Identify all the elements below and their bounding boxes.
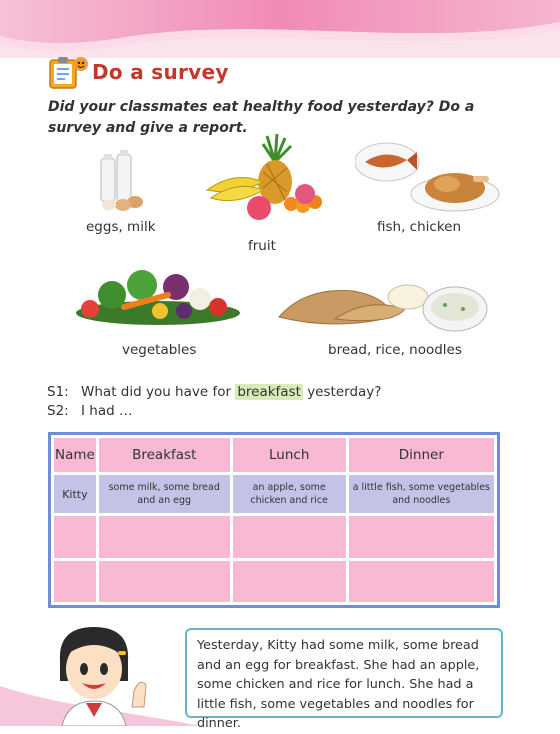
- speaker-s1: S1:: [47, 384, 69, 400]
- header-lunch: Lunch: [233, 438, 346, 472]
- bread-rice-noodles-image: [275, 277, 490, 335]
- report-text: Yesterday, Kitty had some milk, some bread and an egg for breakfast. She had an apple, some chicken and rice for lunch. She had a little fish, some vegetables and noodles for dinner.: [197, 638, 480, 731]
- cell-lunch: an apple, some chicken and rice: [233, 475, 346, 513]
- blank-cell[interactable]: [349, 516, 494, 558]
- survey-table: [48, 432, 500, 608]
- caption-vegetables: vegetables: [122, 342, 197, 358]
- cell-name: Kitty: [54, 475, 96, 513]
- caption-eggs-milk: eggs, milk: [86, 219, 156, 235]
- girl-illustration: [48, 621, 158, 726]
- caption-fruit: fruit: [248, 238, 276, 254]
- blank-cell[interactable]: [233, 561, 346, 603]
- fish-chicken-image: [355, 140, 500, 214]
- blank-cell[interactable]: [54, 516, 96, 558]
- header-dinner: Dinner: [349, 438, 494, 472]
- header-breakfast: Breakfast: [99, 438, 230, 472]
- caption-bread-rice-noodles: bread, rice, noodles: [328, 342, 462, 358]
- header-name: Name: [54, 438, 96, 472]
- survey-clipboard-icon: [48, 52, 90, 92]
- top-banner: [0, 0, 560, 58]
- s1-text-after: yesterday?: [302, 384, 382, 400]
- speaker-s2: S2:: [47, 403, 69, 419]
- instruction-text: Did your classmates eat healthy food yesterday? Do a survey and give a report.: [48, 99, 475, 136]
- table-row-blank: [54, 561, 494, 603]
- blank-cell[interactable]: [99, 516, 230, 558]
- dialogue-line-s1: [47, 384, 381, 400]
- section-heading: [48, 52, 229, 92]
- dialogue-line-s2: [47, 403, 132, 419]
- eggs-milk-image: [95, 150, 151, 212]
- s1-text-before: What did you have for: [81, 384, 236, 400]
- report-bubble: [185, 628, 503, 731]
- caption-fish-chicken: fish, chicken: [377, 219, 462, 235]
- fruit-image: [205, 132, 330, 222]
- highlight-word: breakfast: [237, 384, 301, 400]
- blank-cell[interactable]: [349, 561, 494, 603]
- section-title: Do a survey: [92, 60, 229, 84]
- blank-cell[interactable]: [99, 561, 230, 603]
- table-row-blank: [54, 516, 494, 558]
- s2-text: I had …: [81, 403, 133, 419]
- cell-breakfast: some milk, some bread and an egg: [99, 475, 230, 513]
- cell-dinner: a little fish, some vegetables and noodles: [349, 475, 494, 513]
- vegetables-image: [72, 265, 242, 327]
- blank-cell[interactable]: [54, 561, 96, 603]
- table-row: [54, 475, 494, 513]
- blank-cell[interactable]: [233, 516, 346, 558]
